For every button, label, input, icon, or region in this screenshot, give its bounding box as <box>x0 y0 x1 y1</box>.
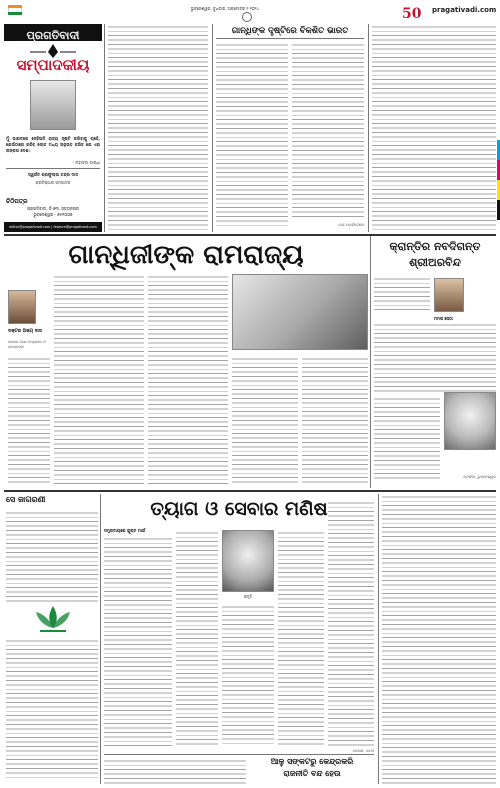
tyaga-portrait <box>222 530 274 592</box>
alu-headline-2: ରାଜନୀତି ବନ୍ଦ ହେଉ <box>283 768 341 778</box>
masthead-title-box <box>4 24 102 41</box>
email-strip <box>4 222 102 232</box>
flag-icon <box>8 5 22 15</box>
aurobindo-headline-1: କ୍ରାନ୍ତିର ନବଦିଗନ୍ତ <box>389 240 481 253</box>
aurobindo-author-photo <box>434 278 464 312</box>
gandhi-photo <box>30 80 76 130</box>
lead-body-col-2 <box>148 274 228 486</box>
tyaga-photo-caption: ସ୍ମୃତି <box>243 594 253 599</box>
lead-body-col-0 <box>8 356 50 486</box>
aurobindo-body-2 <box>374 322 496 392</box>
contact-label: ଚିଠିପତ୍ର <box>6 198 28 205</box>
top-middle-body-1 <box>216 42 288 228</box>
masthead-title: ପ୍ରଗତିବାଦୀ <box>26 29 80 42</box>
contact-city: ଭୁବନେଶ୍ୱର - ୭୫୧୦୦୭ <box>33 212 73 217</box>
quote-author: - ମହାତ୍ମା ଗାନ୍ଧୀ <box>72 160 100 165</box>
gandhi-charkha-photo <box>232 274 368 350</box>
tyaga-body-1 <box>104 536 172 746</box>
lead-body-col-3 <box>232 356 298 486</box>
aurobindo-headline-2: ଶ୍ରୀଅରବିନ୍ଦ <box>409 256 461 269</box>
editorial-label: ସମ୍ପାଦକୀୟ <box>16 56 90 74</box>
lead-body-col-4 <box>302 356 368 486</box>
masthead <box>0 0 500 24</box>
aurobindo-body-1 <box>374 276 430 310</box>
lead-author-name: ଡକ୍ଟର ଅଜୟ ଦାସ <box>8 329 42 334</box>
top-middle-body-2 <box>292 42 364 220</box>
tyaga-section-label: ସେ ଜାଗରଣୀ <box>6 494 46 504</box>
lead-headline: ଗାନ୍ଧିଜୀଙ୍କ ରାମରାଜ୍ୟ <box>68 240 304 270</box>
aurobindo-portrait <box>444 392 496 450</box>
contact-line: ପ୍ରଗତିବାଦୀ, ବି-୭୩, ସତ୍ୟନଗର <box>27 206 79 211</box>
alu-body-left <box>104 758 246 784</box>
anniversary-logo: 50 <box>402 6 422 22</box>
email-link[interactable]: editor@pragativadi.com | feature@pragativadi.com <box>9 225 97 229</box>
tyaga-body-3 <box>222 604 274 746</box>
tyaga-subhead: ସମ୍ପ୍ରଦାୟରେ ଗୁପ୍ତ ମାର୍ଗ <box>104 528 146 533</box>
tyaga-left-body <box>6 510 98 602</box>
right-lower-body <box>382 494 496 784</box>
top-right-body <box>372 24 496 232</box>
lead-author-note: ଲେଖକ ଜଣେ ଅଧ୍ୟାପକ ଓ ସମାଜସେବୀ <box>8 340 46 349</box>
founder-name: ସ୍ୱର୍ଗତ ପ୍ରଫୁଲ୍ଲ ଚନ୍ଦ୍ର ଦାସ <box>28 172 78 177</box>
lead-body-col-1 <box>54 274 144 486</box>
top-middle-signoff: ଉପ-ମହାନିର୍ଦ୍ଦେଶକ <box>338 222 364 227</box>
editorial-body <box>108 24 208 232</box>
founder-role: ପ୍ରତିଷ୍ଠାତା ସମ୍ପାଦକ <box>35 180 71 185</box>
emblem-icon <box>242 12 252 22</box>
dateline: ଭୁବନେଶ୍ୱର, ବୁଧବାର, ଅକ୍ଟୋବର ୨ ୨୦୨୪ <box>190 6 260 11</box>
pen-nib-icon <box>30 43 76 57</box>
lead-author-photo <box>8 290 36 324</box>
aurobindo-signoff: ଲେଖିକା, ଭୁବନେଶ୍ୱର <box>463 474 496 479</box>
tyaga-headline: ତ୍ୟାଗ ଓ ସେବାର ମଣିଷ <box>150 498 328 520</box>
tyaga-body-2 <box>176 530 218 746</box>
lotus-logo-icon <box>30 604 76 634</box>
site-url[interactable]: pragativadi.com <box>432 6 497 14</box>
tyaga-body-5 <box>328 500 374 746</box>
aurobindo-body-3 <box>374 396 440 480</box>
alu-headline-1: ଆଳୁ ସଙ୍କଟରୁ କେନ୍ଦ୍ରକରି <box>270 756 354 766</box>
aurobindo-author-name: ମମତା ସେଠୀ <box>434 316 453 321</box>
tyaga-signoff: ଲେଖକ, କଟକ <box>352 748 374 753</box>
editorial-quote: ମୁଁ ଭାରତରେ ସେହିଭଳି ରାଜ୍ୟ ସୃଷ୍ଟି କରିବାକୁ ଚାହେଁ, ଯେଉଁଠାରେ ଗରିବ ଲୋକ ମଧ୍ୟ ଅନୁଭବ କରିବ ଯେ ଏହା ତାଙ୍କର ଦେଶ। <box>6 136 100 153</box>
top-middle-headline: ଗାନ୍ଧିଙ୍କ ଦୃଷ୍ଟିରେ ବିକଶିତ ଭାରତ <box>231 26 349 36</box>
tyaga-left-body-2 <box>6 638 98 780</box>
tyaga-body-4 <box>278 530 324 746</box>
